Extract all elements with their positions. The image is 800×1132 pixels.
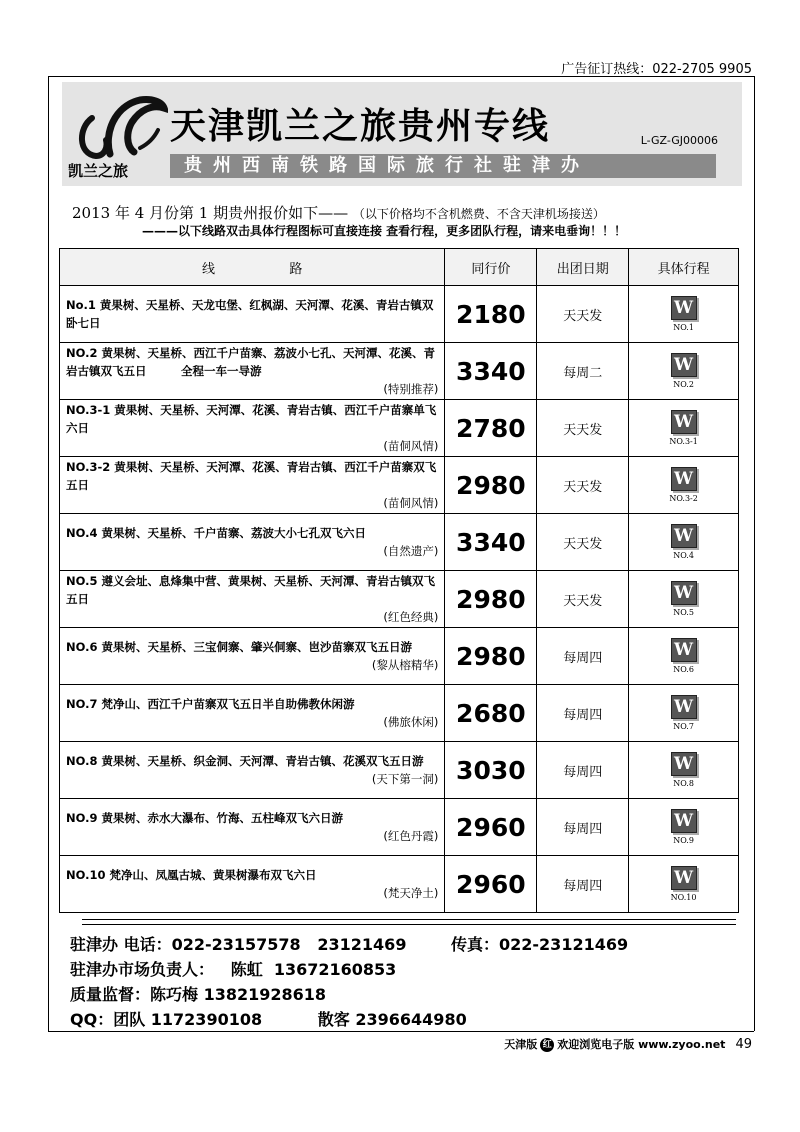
departure-cell: 天天发 <box>537 457 629 514</box>
itinerary-label: NO.7 <box>673 722 694 731</box>
quality-supervisor: 质量监督：陈巧梅 13821928618 <box>70 985 327 1004</box>
header-date: 出团日期 <box>537 249 629 286</box>
market-manager: 驻津办市场负责人： 陈虹 13672160853 <box>70 960 397 979</box>
route-cell <box>60 856 445 913</box>
route-text: NO.9 黄果树、赤水大瀑布、竹海、五柱峰双飞六日游 <box>66 811 344 825</box>
price-cell: 2680 <box>445 685 537 742</box>
itinerary-label: NO.2 <box>673 380 694 389</box>
route-text: NO.10 梵净山、凤凰古城、黄果树瀑布双飞六日 <box>66 868 317 882</box>
table-row <box>60 856 739 913</box>
word-doc-icon[interactable]: W <box>671 752 697 776</box>
word-doc-icon[interactable]: W <box>671 581 697 605</box>
contact-block <box>70 932 628 1032</box>
word-doc-icon[interactable]: W <box>671 809 697 833</box>
route-cell <box>60 742 445 799</box>
itinerary-cell[interactable] <box>629 400 739 457</box>
route-text: NO.5 遵义会址、息烽集中营、黄果树、天星桥、天河潭、青岩古镇双飞五日 <box>66 574 436 606</box>
edition-label: 天津版 <box>504 1038 538 1051</box>
price-cell: 2960 <box>445 856 537 913</box>
departure-cell: 天天发 <box>537 400 629 457</box>
ad-hotline: 广告征订热线：022-2705 9905 <box>561 62 752 77</box>
itinerary-label: NO.1 <box>673 323 694 332</box>
itinerary-cell[interactable] <box>629 685 739 742</box>
route-tag: (苗侗风情) <box>383 439 439 453</box>
departure-cell: 天天发 <box>537 286 629 343</box>
route-text: NO.8 黄果树、天星桥、织金洞、天河潭、青岩古镇、花溪双飞五日游 <box>66 754 424 768</box>
price-intro <box>72 202 605 223</box>
price-cell: 3340 <box>445 514 537 571</box>
page-number: 49 <box>735 1037 752 1052</box>
itinerary-cell[interactable] <box>629 628 739 685</box>
route-tag: (天下第一洞) <box>371 772 439 786</box>
table-row <box>60 799 739 856</box>
itinerary-label: NO.9 <box>673 836 694 845</box>
route-cell <box>60 457 445 514</box>
word-doc-icon[interactable]: W <box>671 296 697 320</box>
price-cell: 3030 <box>445 742 537 799</box>
word-doc-icon[interactable]: W <box>671 638 697 662</box>
price-cell: 2980 <box>445 571 537 628</box>
price-cell: 2980 <box>445 457 537 514</box>
price-cell: 3340 <box>445 343 537 400</box>
link-instructions: ———以下线路双击具体行程图标可直接连接 查看行程，更多团队行程，请来电垂询！！！ <box>142 224 627 238</box>
route-cell <box>60 799 445 856</box>
route-text: No.1 黄果树、天星桥、天龙屯堡、红枫湖、天河潭、花溪、青岩古镇双卧七日 <box>66 298 434 330</box>
word-doc-icon[interactable]: W <box>671 524 697 548</box>
route-cell <box>60 400 445 457</box>
departure-cell: 每周四 <box>537 742 629 799</box>
itinerary-cell[interactable] <box>629 343 739 400</box>
route-tag: (自然遗产) <box>383 544 439 558</box>
table-row <box>60 514 739 571</box>
header-itinerary: 具体行程 <box>629 249 739 286</box>
itinerary-label: NO.3-1 <box>669 437 698 446</box>
table-row <box>60 286 739 343</box>
itinerary-label: NO.10 <box>670 893 697 902</box>
route-tag: (红色经典) <box>383 610 439 624</box>
route-text: NO.4 黄果树、天星桥、千户苗寨、荔波大小七孔双飞六日 <box>66 526 367 540</box>
brand-title: 天津凯兰之旅贵州专线 <box>170 105 551 147</box>
bottom-rule <box>48 1031 754 1032</box>
route-tag: (梵天净土) <box>383 886 439 900</box>
route-cell <box>60 628 445 685</box>
departure-cell: 每周四 <box>537 685 629 742</box>
license-code: L-GZ-GJ00006 <box>640 134 718 147</box>
route-text: NO.6 黄果树、天星桥、三宝侗寨、肇兴侗寨、岜沙苗寨双飞五日游 <box>66 640 413 654</box>
itinerary-label: NO.4 <box>673 551 694 560</box>
itinerary-cell[interactable] <box>629 571 739 628</box>
price-cell: 2960 <box>445 799 537 856</box>
route-tag: (黎从榕精华) <box>371 658 439 672</box>
qq-contacts: QQ：团队 1172390108 散客 2396644980 <box>70 1010 467 1029</box>
table-row <box>60 742 739 799</box>
agency-subtitle: 贵州西南铁路国际旅行社驻津办 <box>170 154 716 178</box>
word-doc-icon[interactable]: W <box>671 410 697 434</box>
header-banner <box>62 82 742 186</box>
website-link[interactable]: 欢迎浏览电子版 www.zyoo.net <box>557 1038 726 1051</box>
routes-table <box>59 248 739 913</box>
word-doc-icon[interactable]: W <box>671 467 697 491</box>
route-tag: (红色丹霞) <box>383 829 439 843</box>
itinerary-label: NO.5 <box>673 608 694 617</box>
word-doc-icon[interactable]: W <box>671 695 697 719</box>
itinerary-label: NO.8 <box>673 779 694 788</box>
route-text: NO.7 梵净山、西江千户苗寨双飞五日半自助佛教休闲游 <box>66 697 355 711</box>
table-row <box>60 343 739 400</box>
departure-cell: 每周四 <box>537 856 629 913</box>
itinerary-cell[interactable] <box>629 457 739 514</box>
contacts-divider <box>82 919 736 920</box>
itinerary-cell[interactable] <box>629 514 739 571</box>
departure-cell: 每周四 <box>537 799 629 856</box>
route-cell <box>60 571 445 628</box>
itinerary-cell[interactable] <box>629 799 739 856</box>
price-intro-main: 2013 年 4 月份第 1 期贵州报价如下—— <box>72 204 349 222</box>
price-cell: 2180 <box>445 286 537 343</box>
route-tag: (佛旅休闲) <box>383 715 439 729</box>
office-phone: 驻津办 电话：022-23157578 23121469 传真：022-23121469 <box>70 935 629 954</box>
itinerary-cell[interactable] <box>629 286 739 343</box>
departure-cell: 每周二 <box>537 343 629 400</box>
route-text: NO.3-2 黄果树、天星桥、天河潭、花溪、青岩古镇、西江千户苗寨双飞五日 <box>66 460 437 492</box>
itinerary-cell[interactable] <box>629 856 739 913</box>
price-cell: 2980 <box>445 628 537 685</box>
table-row <box>60 628 739 685</box>
departure-cell: 天天发 <box>537 514 629 571</box>
route-text: NO.2 黄果树、天星桥、西江千户苗寨、荔波小七孔、天河潭、花溪、青岩古镇双飞五日 全程一车一导游 <box>66 346 436 378</box>
table-row <box>60 457 739 514</box>
table-row <box>60 571 739 628</box>
header-route: 线 路 <box>60 249 445 286</box>
price-intro-note: （以下价格均不含机燃费、不含天津机场接送） <box>352 207 605 221</box>
route-cell <box>60 286 445 343</box>
itinerary-label: NO.6 <box>673 665 694 674</box>
route-cell <box>60 685 445 742</box>
contacts-divider <box>82 924 736 925</box>
route-cell <box>60 514 445 571</box>
route-tag: (苗侗风情) <box>383 496 439 510</box>
header-price: 同行价 <box>445 249 537 286</box>
price-cell: 2780 <box>445 400 537 457</box>
route-cell <box>60 343 445 400</box>
red-badge-icon: 红 <box>540 1038 554 1052</box>
logo-text: 凯兰之旅 <box>68 162 129 180</box>
table-row <box>60 400 739 457</box>
footer <box>504 1036 752 1052</box>
route-text: NO.3-1 黄果树、天星桥、天河潭、花溪、青岩古镇、西江千户苗寨单飞六日 <box>66 403 437 435</box>
word-doc-icon[interactable]: W <box>671 353 697 377</box>
table-row <box>60 685 739 742</box>
route-tag: (特别推荐) <box>383 382 439 396</box>
word-doc-icon[interactable]: W <box>671 866 697 890</box>
itinerary-label: NO.3-2 <box>669 494 698 503</box>
itinerary-cell[interactable] <box>629 742 739 799</box>
departure-cell: 每周四 <box>537 628 629 685</box>
departure-cell: 天天发 <box>537 571 629 628</box>
